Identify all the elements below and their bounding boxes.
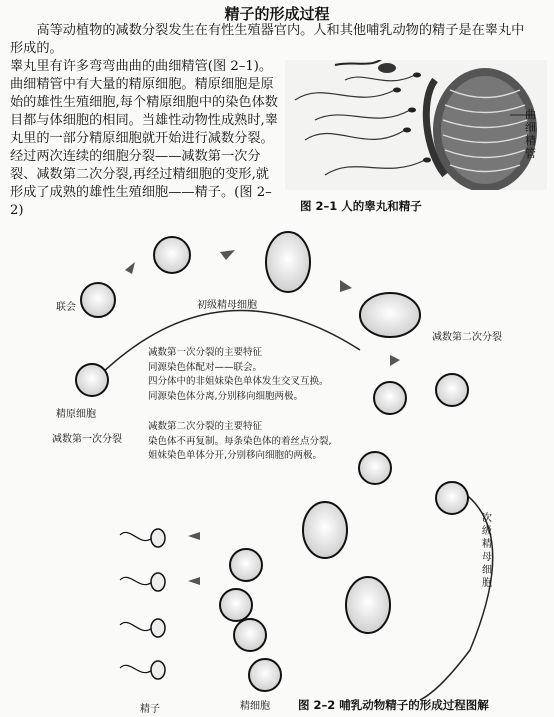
label-meiosis1: 减数第一次分裂 <box>52 434 122 445</box>
features2-item: 姐妹染色单体分开,分别移向细胞的两极。 <box>148 450 323 461</box>
features2-heading: 减数第二次分裂的主要特征 <box>148 421 263 432</box>
features1-item: 同源染色体配对——联会。 <box>148 361 263 373</box>
label-secondary: 次级精母细胞 <box>482 513 492 589</box>
meiosis1-features <box>148 346 383 404</box>
features1-item: 四分体中的非姐妹染色单体发生交叉互换。 <box>148 376 329 387</box>
figure1-caption: 图 2–1 人的睾丸和精子 <box>300 199 422 213</box>
page-title: 精子的形成过程 <box>224 5 330 23</box>
figure2-caption: 图 2–2 哺乳动物精子的形成过程图解 <box>298 698 489 712</box>
testis-illustration <box>285 60 547 190</box>
label-spermatid: 精细胞 <box>240 701 270 712</box>
tubule-label: 曲细精管 <box>525 108 536 160</box>
features1-heading: 减数第一次分裂的主要特征 <box>148 347 263 358</box>
intro-line-2: 形成的。 <box>10 41 63 56</box>
label-synapsis: 联会 <box>56 302 76 313</box>
features2-item: 染色体不再复制。每条染色体的着丝点分裂, <box>148 435 332 447</box>
intro-paragraph <box>10 22 548 58</box>
label-sperm: 精子 <box>140 704 160 715</box>
intro-line-1: 高等动植物的减数分裂发生在有性生殖器官内。人和其他哺乳动物的精子是在睾丸中 <box>36 23 525 38</box>
label-meiosis2: 减数第二次分裂 <box>432 332 502 343</box>
spermatogenesis-diagram <box>40 230 550 700</box>
features1-item: 同源染色体分离,分别移向细胞两极。 <box>148 390 304 402</box>
meiosis2-features <box>148 420 383 464</box>
label-primary: 初级精母细胞 <box>197 300 257 311</box>
label-spermatogonium: 精原细胞 <box>56 409 96 420</box>
body-paragraph: 睾丸里有许多弯弯曲曲的曲细精管(图 2–1)。曲细精管中有大量的精原细胞。精原细胞是原始的雄性生殖细胞,每个精原细胞中的染色体数目都与体细胞的相同。当雄性动物性成熟时,睾丸里的一部分精原细胞就开始进行减数分裂。经过两次连续的细胞分裂——减数第一次分裂、减数第二次分裂,再经过精细胞的变形,就形成了成熟的雄性生殖细胞——精子。(图 2–2) <box>10 59 278 218</box>
